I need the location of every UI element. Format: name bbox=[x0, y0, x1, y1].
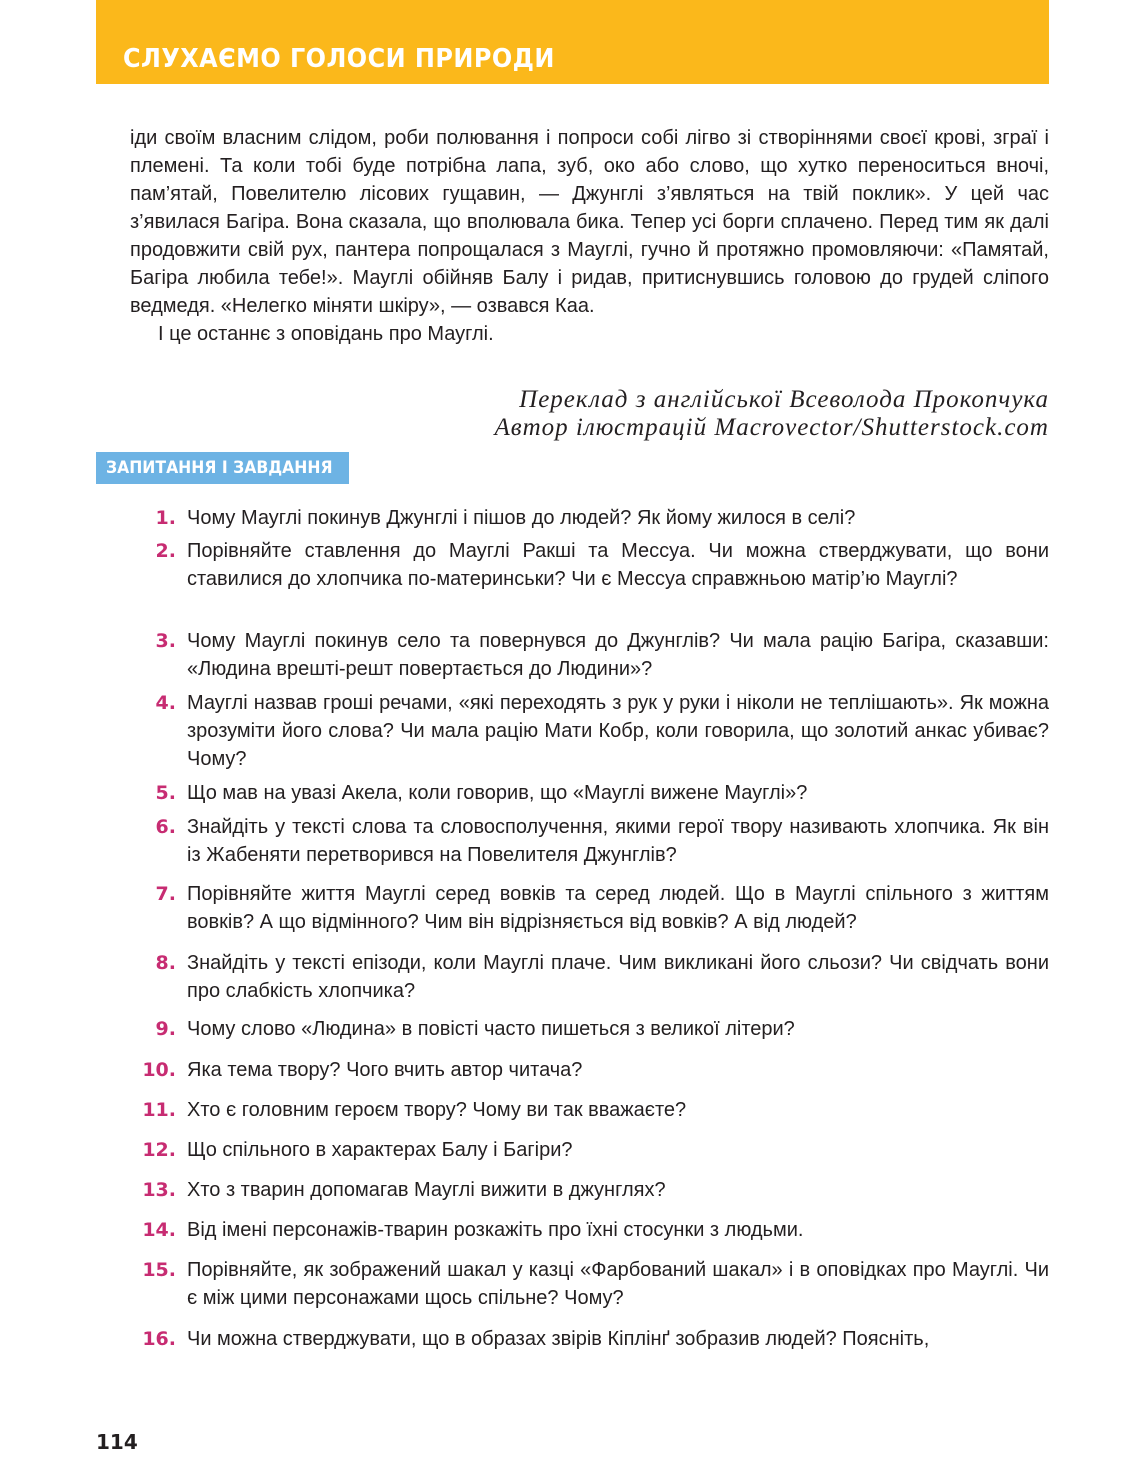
question-text: Мауглі назвав гроші речами, «які переходять з рук у руки і ніколи не теплішають». Як можна зрозуміти його слова? Чи мала рацію Мати Кобр, коли говорила, що золотий анкас убиває? Чому? bbox=[187, 692, 1049, 770]
question-text: Що мав на увазі Акела, коли говорив, що «Мауглі вижене Мауглі»? bbox=[187, 782, 808, 804]
question-text: Чому слово «Людина» в повісті часто пишеться з великої літери? bbox=[187, 1018, 795, 1040]
question-number: 9. bbox=[155, 1018, 176, 1040]
question-number: 14. bbox=[142, 1219, 176, 1241]
question-number: 6. bbox=[155, 816, 176, 838]
question-number: 16. bbox=[142, 1328, 176, 1350]
question-number: 2. bbox=[155, 540, 176, 562]
question-number: 15. bbox=[142, 1259, 176, 1281]
question-number: 1. bbox=[155, 507, 176, 529]
question-text: Чому Мауглі покинув село та повернувся до Джунглів? Чи мала рацію Багіра, сказавши: «Людина врешті-решт повертається до Людини»? bbox=[187, 630, 1049, 680]
question-number: 11. bbox=[142, 1099, 176, 1121]
question-text: Порівняйте ставлення до Мауглі Ракші та Мессуа. Чи можна стверджувати, що вони ставилися до хлопчика по-материнськи? Чи є Мессуа справжньою матір’ю Мауглі? bbox=[187, 540, 1049, 590]
question-text: Хто є головним героєм твору? Чому ви так вважаєте? bbox=[187, 1099, 687, 1121]
body-paragraph: іди своїм власним слідом, роби полювання і попроси собі лігво зі створіннями своєї крові, зграї і племені. Та коли тобі буде потрібна лапа, зуб, око або слово, що хутко переноситься вночі, пам’ятай, Повелителю лісових гущавин, — Джунглі з’являться на твій поклик». У цей час з’явилася Багіра. Вона сказала, що вполювала бика. Тепер усі борги сплачено. Перед тим як далі продовжити свій рух, пантера попрощалася з Мауглі, гучно й протяжно промовляючи: «Памятай, Багіра любила тебе!». Мауглі обійняв Балу і ридав, притиснувшись головою до грудей сліпого ведмедя. «Нелегко міняти шкіру», — озвався Каа. bbox=[130, 127, 1049, 317]
question-text: Яка тема твору? Чого вчить автор читача? bbox=[187, 1059, 583, 1081]
question-number: 3. bbox=[155, 630, 176, 652]
question-text: Знайдіть у тексті епізоди, коли Мауглі плаче. Чим викликані його сльози? Чи свідчать вони про слабкість хлопчика? bbox=[187, 952, 1049, 1002]
illustration-credit: Автор ілюстрацій Macrovector/Shutterstock.com bbox=[494, 414, 1049, 441]
body-paragraph-last: І це останнє з оповідань про Мауглі. bbox=[158, 323, 494, 345]
question-text: Хто з тварин допомагав Мауглі вижити в джунглях? bbox=[187, 1179, 666, 1201]
question-text: Чому Мауглі покинув Джунглі і пішов до людей? Як йому жилося в селі? bbox=[187, 507, 856, 529]
section-title: ЗАПИТАННЯ І ЗАВДАННЯ bbox=[106, 458, 333, 478]
question-text: Від імені персонажів-тварин розкажіть про їхні стосунки з людьми. bbox=[187, 1219, 804, 1241]
translation-credit: Переклад з англійської Всеволода Прокопчука bbox=[519, 386, 1049, 413]
page-number: 114 bbox=[96, 1430, 138, 1454]
question-number: 12. bbox=[142, 1139, 176, 1161]
question-text: Знайдіть у тексті слова та словосполучення, якими герої твору називають хлопчика. Як він із Жабеняти перетворився на Повелителя Джунглів? bbox=[187, 816, 1049, 866]
question-text: Порівняйте, як зображений шакал у казці «Фарбований шакал» і в оповідках про Мауглі. Чи є між цими персонажами щось спільне? Чому? bbox=[187, 1259, 1049, 1309]
question-number: 4. bbox=[155, 692, 176, 714]
question-number: 5. bbox=[155, 782, 176, 804]
question-number: 7. bbox=[155, 883, 176, 905]
question-text: Чи можна стверджувати, що в образах звірів Кіплінґ зобразив людей? Поясніть, bbox=[187, 1328, 930, 1350]
question-number: 10. bbox=[142, 1059, 176, 1081]
question-number: 13. bbox=[142, 1179, 176, 1201]
header-title: СЛУХАЄМО ГОЛОСИ ПРИРОДИ bbox=[123, 44, 555, 74]
question-text: Порівняйте життя Мауглі серед вовків та серед людей. Що в Мауглі спільного з життям вовків? А що відмінного? Чим він відрізняється від вовків? А від людей? bbox=[187, 883, 1049, 933]
question-number: 8. bbox=[155, 952, 176, 974]
question-text: Що спільного в характерах Балу і Багіри? bbox=[187, 1139, 573, 1161]
